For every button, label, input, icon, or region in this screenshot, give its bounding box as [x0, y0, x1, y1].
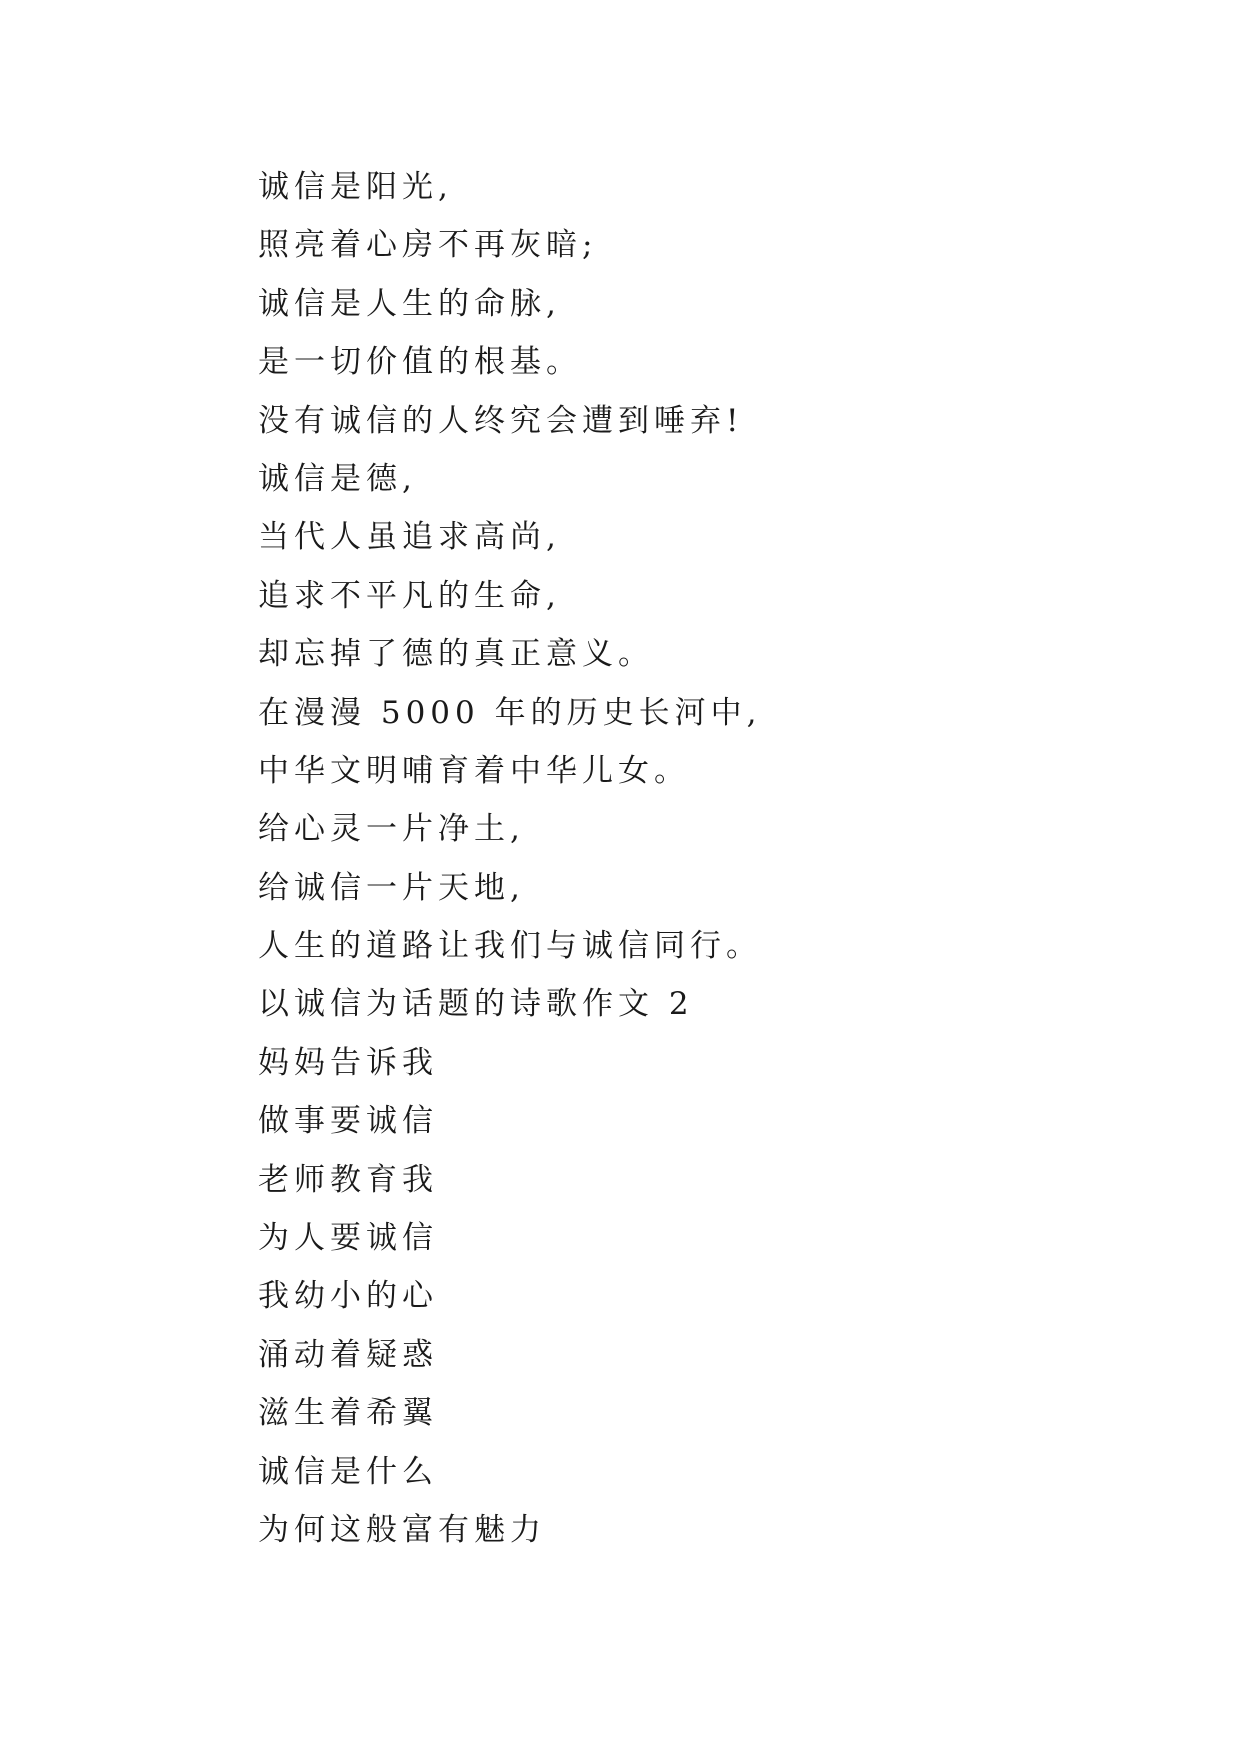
text-line: 老师教育我: [258, 1161, 438, 1198]
text-line: 诚信是德,: [258, 460, 417, 497]
text-line: 滋生着希翼: [258, 1395, 438, 1432]
text-line: 诚信是人生的命脉,: [258, 285, 561, 322]
text-line: 诚信是什么: [258, 1453, 438, 1490]
text-line: 人生的道路让我们与诚信同行。: [258, 928, 762, 965]
text-line: 却忘掉了德的真正意义。: [258, 636, 654, 673]
text-line: 当代人虽追求高尚,: [258, 519, 561, 556]
text-line: 为何这般富有魅力: [258, 1511, 546, 1548]
text-line: 为人要诚信: [258, 1220, 438, 1257]
text-line: 妈妈告诉我: [258, 1044, 438, 1081]
text-line: 诚信是阳光,: [258, 169, 453, 205]
text-line: 照亮着心房不再灰暗;: [258, 227, 598, 264]
text-line: 中华文明哺育着中华儿女。: [258, 752, 690, 789]
text-line: 给心灵一片净土,: [258, 811, 525, 848]
text-line: 做事要诚信: [258, 1103, 438, 1140]
text-line: 涌动着疑惑: [258, 1336, 438, 1373]
text-line: 给诚信一片天地,: [258, 869, 525, 906]
poem-text: [258, 158, 762, 1559]
text-line: 我幼小的心: [258, 1278, 438, 1315]
text-line: 没有诚信的人终究会遭到唾弃!: [258, 402, 744, 439]
text-line: 追求不平凡的生命,: [258, 577, 561, 614]
section-heading: 以诚信为话题的诗歌作文 2: [258, 986, 694, 1023]
text-line: 在漫漫 5000 年的历史长河中,: [258, 694, 762, 731]
text-line: 是一切价值的根基。: [258, 344, 582, 381]
